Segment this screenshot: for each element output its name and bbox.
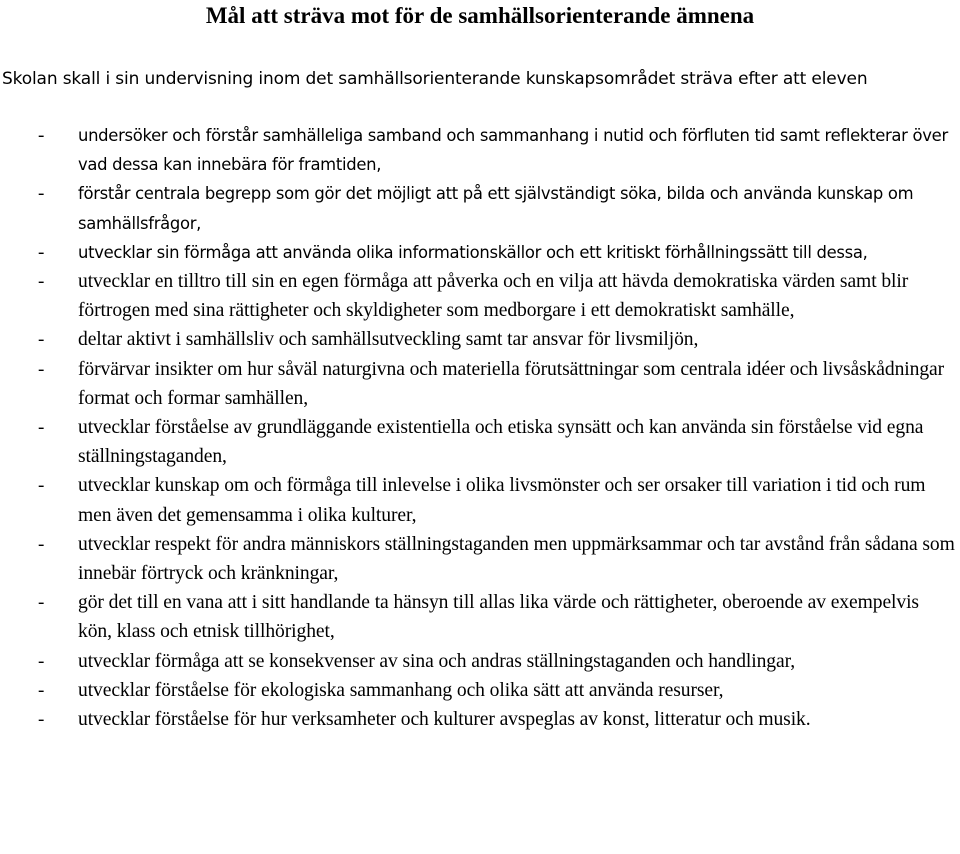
goal-text: utvecklar kunskap om och förmåga till inlevelse i olika livsmönster och ser orsaker till variation i tid och rum men även det gemensamma i olika kulturer, [78,475,926,526]
bullet-dash: - [38,125,45,146]
goal-item [0,355,960,413]
goal-item [0,179,960,237]
goal-text: utvecklar förmåga att se konsekvenser av sina och andras ställningstaganden och handlingar, [78,650,796,672]
bullet-dash: - [38,592,45,614]
goal-item [0,676,960,705]
goal-item [0,413,960,471]
goal-item [0,705,960,734]
bullet-dash: - [38,271,45,293]
bullet-dash: - [38,183,45,205]
goal-text: gör det till en vana att i sitt handlande ta hänsyn till allas lika värde och rättigheter, oberoende av exempelvis kön, klass och etnisk tillhörighet, [78,592,919,643]
bullet-dash: - [38,358,45,380]
intro-paragraph: Skolan skall i sin undervisning inom det samhällsorienterande kunskapsområdet sträva efter att eleven [2,69,868,89]
page-title: Mål att sträva mot för de samhällsorienterande ämnena [205,3,755,28]
goal-item [0,588,960,646]
goal-text: förvärvar insikter om hur såväl naturgivna och materiella förutsättningar som centrala idéer och livsåskådningar format och formar samhällen, [78,358,945,409]
goal-text: deltar aktivt i samhällsliv och samhällsutveckling samt tar ansvar för livsmiljön, [78,329,699,351]
goal-list [0,121,960,734]
bullet-dash: - [38,417,45,439]
goal-text: utvecklar förståelse för ekologiska sammanhang och olika sätt att använda resurser, [78,679,724,701]
bullet-dash: - [38,329,45,351]
goal-text: utvecklar förståelse för hur verksamheter och kulturer avspeglas av konst, litteratur och musik. [78,709,811,731]
bullet-dash: - [38,709,45,731]
goal-text: utvecklar respekt för andra människors ställningstaganden men uppmärksammar och tar avstånd från sådana som innebär förtryck och kränkningar, [78,533,955,585]
bullet-dash: - [38,241,45,263]
goal-item [0,647,960,676]
goal-text: förstår centrala begrepp som gör det möjligt att på ett självständigt söka, bilda och använda kunskap om samhällsfrågor, [78,184,914,233]
goal-item [0,121,960,179]
goal-text: utvecklar förståelse av grundläggande existentiella och etiska synsätt och kan använda sin förståelse vid egna ställningstaganden, [78,417,924,468]
bullet-dash: - [38,650,45,672]
bullet-dash: - [38,533,45,555]
goal-item [0,267,960,325]
goal-text: undersöker och förstår samhälleliga samband och sammanhang i nutid och förfluten tid samt reflekterar över vad dessa kan innebära för framtiden, [78,126,948,175]
goal-text: utvecklar en tilltro till sin en egen förmåga att påverka och en vilja att hävda demokratiska värden samt blir förtrogen med sina rättigheter och skyldigheter som medborgare i ett demokratiskt samhälle, [78,271,909,322]
goal-item [0,530,960,588]
goal-item [0,471,960,529]
bullet-dash: - [38,475,45,497]
bullet-dash: - [38,679,45,701]
goal-item [0,325,960,354]
goal-item [0,238,960,267]
goal-text: utvecklar sin förmåga att använda olika informationskällor och ett kritiskt förhållningssätt till dessa, [78,242,868,262]
